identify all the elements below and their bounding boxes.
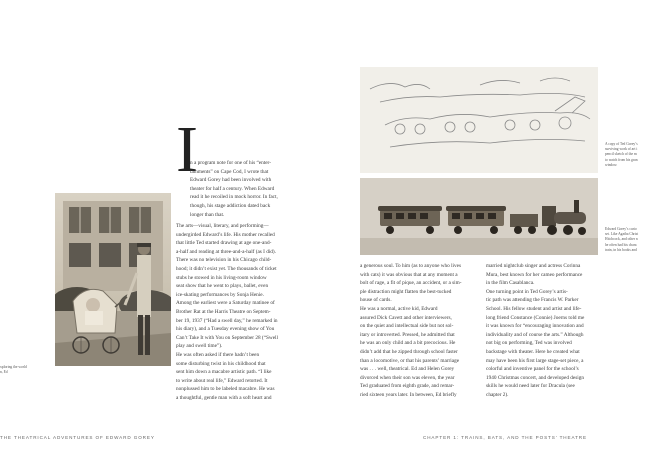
- sketch-caption: A copy of Ted Gorey’s surviving work of art i pencil sketch of the m to watch from his gran window.: [605, 142, 638, 167]
- childhood-sketch: [360, 67, 598, 173]
- footer-book-title: THE THEATRICAL ADVENTURES OF EDWARD GOREY: [0, 435, 155, 440]
- toy-train-photograph: [360, 178, 598, 255]
- footer-chapter-title: CHAPTER 1: TRAINS, BATS, AND THE POSTS’ THEATRE: [423, 435, 587, 440]
- childhood-photo-image: [55, 193, 171, 366]
- toy-train-caption: Edward Gorey’s curio set. Like Agatha Christ Hitchcock, and other n he often had his chara train, in his books and: [605, 227, 639, 252]
- drop-cap: I: [176, 113, 198, 186]
- side-photo-caption: xploring the world n, Ed: [0, 365, 27, 375]
- right-column-text: married nightclub singer and actress Corinna Mura, best known for her cameo performance in the film Casablanca. One turning point in Ted Gorey’s artis- tic path was attending the Francis W. Parker School. His fellow student and artist and life- long friend Constance (Connie) Joerns told me it was known for “encouraging innovation and individuality and of course the arts.” Although not big on performing, Ted was involved backstage with theater. Here he created what may have been his first large stage-set piece, a colorful and inventive panel for the school’s 1940 Christmas concert, and developed design skills he would need later for Dracula (see chapter 2).: [486, 263, 585, 398]
- childhood-photograph: [55, 193, 171, 366]
- opening-paragraph: n a program note for one of his “enter- tainments” on Cape Cod, I wrote that Edward Gorey had been involved with theater for half a century. When Edward read it he recoiled in mock horror. In fact, though, his stage addiction dated back longer than that.: [190, 160, 278, 218]
- toy-train-image: [360, 178, 598, 255]
- left-column-body: The arts—visual, literary, and performing— undergirded Edward’s life. His mother recalled that little Ted started drawing at age one-and- a-half and reading at three-and-a-half (as I did). There was no television in his Chicago child- hood; it didn’t exist yet. The thousands of ticket stubs he stowed in his living-room window seat show that he went to plays, ballet, even ice-skating performances by Sonja Henie. Among the earliest were a Saturday matinee of Brother Rat at the Harris Theatre on Septem- ber 19, 1937 (“Had a swell day,” he remarked in his diary), and a Tuesday evening show of You Can’t Take It with You on September 28 (“Swell play and swell time”). He was often asked if there hadn’t been some disturbing twist in his childhood that sent him down a macabre artistic path. “I like to write about real life,” Edward retorted. It nonplussed him to be labeled macabre. He was a thoughtful, gentle man with a soft heart and: [176, 223, 278, 401]
- middle-column-text: a generous soul. To him (as to anyone who lives with cats) it was obvious that at any moment a bolt of rage, a fit of pique, an accident, or a sim- ple distraction might flatten the best-tucked house of cards. He was a normal, active kid, Edward assured Dick Cavett and other interviewers, on the quiet and intellectual side but not sol- itary or introverted. Pressed, he admitted that he was an only child and a bit precocious. He didn’t add that he zipped through school faster than a locomotive, or that his parents’ marriage was . . . well, theatrical. Ed and Helen Gorey divorced when their son was eleven, the year Ted graduated from eighth grade, and remar- ried sixteen years later. In between, Ed briefly: [360, 263, 462, 398]
- pencil-sketch-image: [360, 67, 598, 173]
